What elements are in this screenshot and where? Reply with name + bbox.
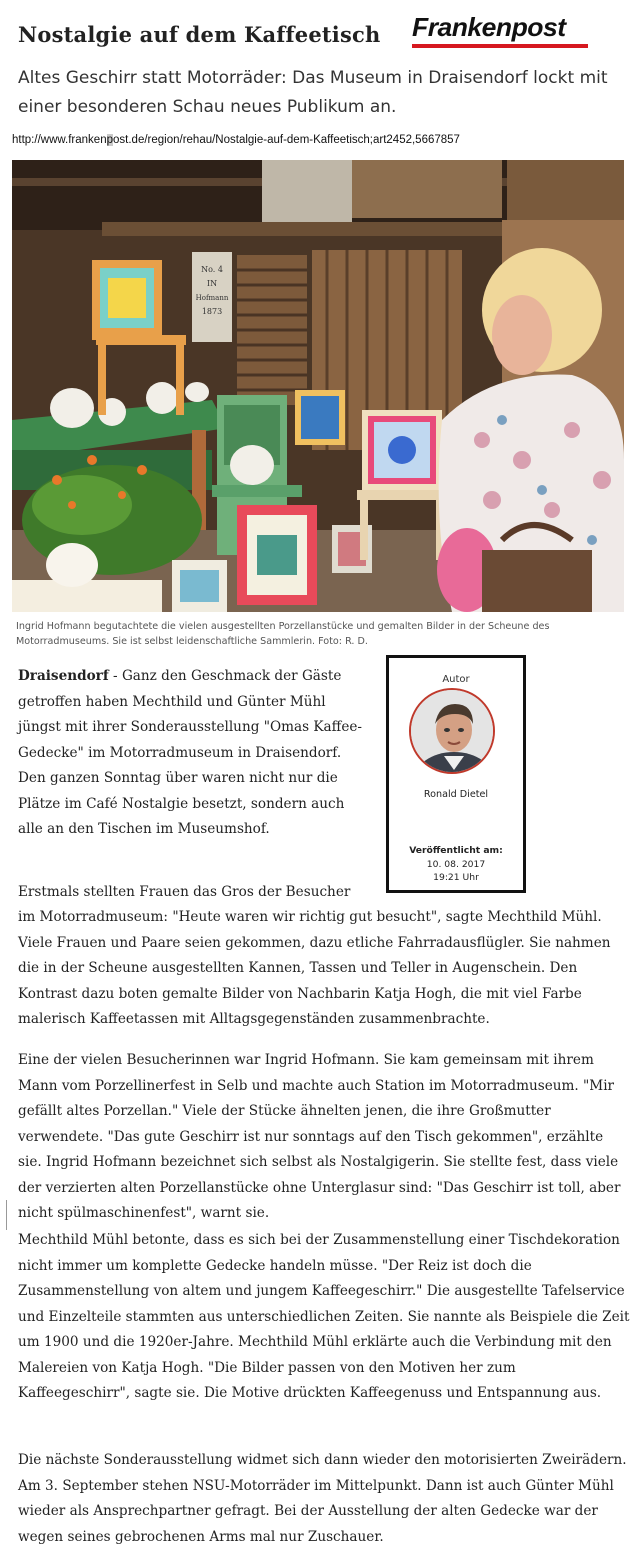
published-date: 10. 08. 2017 (426, 859, 486, 870)
article-paragraph-2-start: Erstmals stellten Frauen das Gros der Besucher (18, 884, 351, 900)
author-label: Autor (442, 674, 470, 685)
source-url[interactable] (12, 134, 460, 146)
url-part-1: http://www.franken (12, 134, 107, 146)
edge-divider (6, 1200, 7, 1230)
url-part-2: ost.de/region/rehau/Nostalgie-auf-dem-Kaffeetisch;art2452,5667857 (113, 134, 460, 146)
author-avatar[interactable] (409, 688, 495, 774)
logo-red-bar (412, 44, 588, 48)
article-paragraph-2: im Motorradmuseum: "Heute waren wir richtig gut besucht", sagte Mechthild Mühl. Viele Frauen und Paare seien gekommen, dazu etliche Fahrradausflügler. Sie nahmen die in der Scheune ausgestellten Kannen, Tassen und Teller in Augenschein. Den Kontrast dazu boten gemalte Bilder von Nachbarin Katja Hogh, die mit viel Farbe malerisch Kaffeetassen mit Alltagsgegenständen zusammenbrachte. (18, 909, 611, 1027)
article-subhead: Altes Geschirr statt Motorräder: Das Museum in Draisendorf lockt mit einer besonderen Schau neues Publikum an. (18, 68, 608, 117)
article-headline: Nostalgie auf dem Kaffeetisch (18, 22, 381, 47)
article-paragraph-5: Die nächste Sonderausstellung widmet sich dann wieder den motorisierten Zweirädern. Am 3. September stehen NSU-Motorräder im Mittelpunkt. Dann ist auch Günter Mühl wieder als Ansprechpartner gefragt. Bei der Ausstellung der alten Gedecke war der wegen seines gebrochenen Arms mal nur Zuschauer. (18, 1452, 627, 1545)
author-name[interactable]: Ronald Dietel (423, 789, 489, 800)
article-photo (12, 160, 624, 612)
sign-text-3: Hofmann (195, 294, 229, 302)
sign-text-4: 1873 (201, 307, 223, 316)
article-paragraph-3: Eine der vielen Besucherinnen war Ingrid Hofmann. Sie kam gemeinsam mit ihrem Mann vom Porzellinerfest in Selb und machte auch Station im Motorradmuseum. "Mir gefällt altes Porzellan." Viele der Stücke ähnelten jenen, die ihre Großmutter verwendete. "Das gute Geschirr ist nur sonntags auf den Tisch gekommen", erzählte sie. Ingrid Hofmann bezeichnet sich selbst als Nostalgigerin. Sie stellte fest, dass viele der verzierten alten Porzellanstücke ohne Unterglasur sind: "Das Geschirr ist toll, aber nicht spülmaschinenfest", warnt sie. (18, 1052, 621, 1221)
sign-text-2: IN (206, 279, 218, 288)
paragraph-1-text: - Ganz den Geschmack der Gäste getroffen haben Mechthild und Günter Mühl jüngst mit ihrer Sonderausstellung "Omas Kaffee-Gedecke" im Motorradmuseum in Draisendorf. Den ganzen Sonntag über waren nicht nur die Plätze im Café Nostalgie besetzt, sondern auch alle an den Tischen im Museumshof. (18, 668, 363, 837)
photo-caption: Ingrid Hofmann begutachtete die vielen ausgestellten Porzellanstücke und gemalten Bilder in der Scheune des Motorradmuseums. Sie ist selbst leidenschaftliche Sammlerin. Foto: R. D. (16, 621, 550, 647)
article-paragraph-4: Mechthild Mühl betonte, dass es sich bei der Zusammenstellung einer Tischdekoration nicht immer um komplette Gedecke handeln müsse. "Der Reiz ist doch die Zusammenstellung von altem und jungem Kaffeegeschirr." Die ausgestellte Tafelservice und Einzelteile stammten aus unterschiedlichen Zeiten. Sie nannte als Beispiele die Zeit um 1900 und die 1920er-Jahre. Mechthild Mühl erklärte auch die Verbindung mit den Malereien von Katja Hogh. "Die Bilder passen von den Motiven her zum Kaffeegeschirr", sagte sie. Die Motive drückten Kaffeegenuss und Entspannung aus. (18, 1232, 630, 1401)
dateline: Draisendorf (18, 668, 109, 684)
url-highlight: p (106, 134, 114, 146)
published-label: Veröffentlicht am: (409, 845, 503, 856)
sign-text-1: No. 4 (201, 265, 223, 274)
logo-text: Frankenpost (412, 12, 566, 42)
frankenpost-logo[interactable] (412, 12, 590, 50)
author-box (386, 655, 526, 893)
article-paragraph-1 (18, 664, 363, 843)
published-time: 19:21 Uhr (433, 872, 479, 883)
